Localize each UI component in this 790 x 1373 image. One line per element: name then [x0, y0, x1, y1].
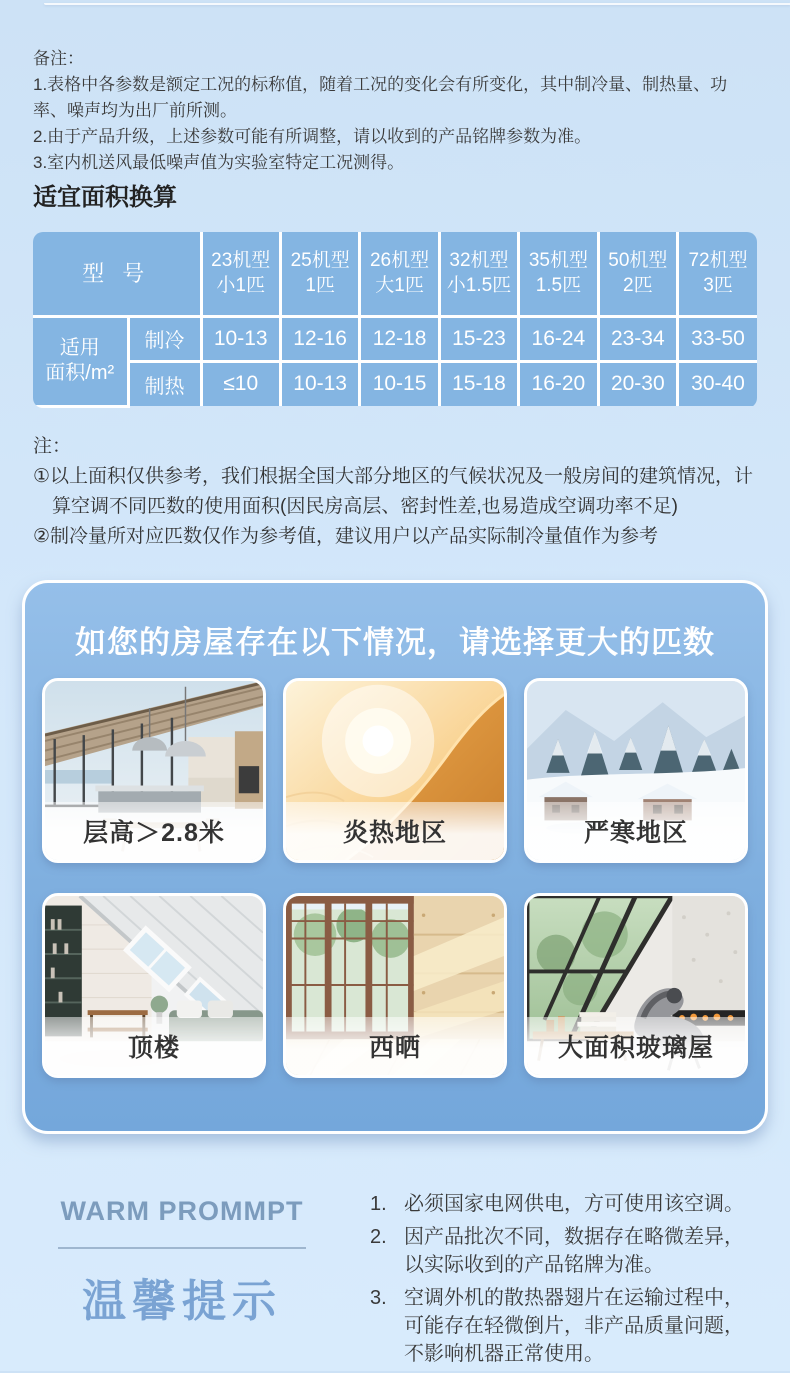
- warm-prompt-section: [0, 1190, 790, 1373]
- note-item-1: ①以上面积仅供参考，我们根据全国大部分地区的气候状况及一般房间的建筑情况，计算空调不同匹数的使用面积(因民房高层、密封性差,也易造成空调功率不足): [33, 465, 754, 517]
- heating-value: 30-40: [678, 361, 757, 406]
- model-col-35: 35机型 1.5匹: [519, 232, 598, 316]
- cooling-value: 15-23: [439, 316, 518, 361]
- item-number: 1.: [370, 1192, 387, 1215]
- model-header-cell: 型 号: [33, 232, 201, 316]
- model-col-50: 50机型 2匹: [598, 232, 677, 316]
- item-text: 空调外机的散热器翅片在运输过程中，可能存在轻微倒片，非产品质量问题，不影响机器正常使用。: [404, 1286, 744, 1365]
- heating-value: 20-30: [598, 361, 677, 406]
- warm-prompt-title-en: WARM PROMMPT: [60, 1195, 304, 1226]
- cooling-value: 16-24: [519, 316, 598, 361]
- big-card-title: 如您的房屋存在以下情况，请选择更大的匹数: [75, 624, 715, 660]
- item-text: 因产品批次不同，数据存在略微差异，以实际收到的产品铭牌为准。: [404, 1225, 744, 1276]
- model-col-26: 26机型 大1匹: [360, 232, 439, 316]
- model-col-72: 72机型 3匹: [678, 232, 757, 316]
- scenario-card-ceiling-height: [42, 678, 266, 863]
- scenario-card-west-sun: [283, 893, 507, 1078]
- cooling-value: 10-13: [201, 316, 280, 361]
- scenario-card-glass-house: [524, 893, 748, 1078]
- warm-prompt-divider: [58, 1247, 306, 1249]
- item-text: 必须国家电网供电，方可使用该空调。: [404, 1192, 744, 1215]
- item-number: 3.: [370, 1286, 387, 1309]
- previous-section-edge: [44, 3, 790, 5]
- choose-bigger-hp-card: [22, 580, 768, 1134]
- remarks-item-1: 1.表格中各参数是额定工况的标称值，随着工况的变化会有所变化，其中制冷量、制热量、功率、噪声均为出厂前所测。: [33, 75, 728, 120]
- item-number: 2.: [370, 1225, 387, 1248]
- cooling-value: 33-50: [678, 316, 757, 361]
- scenario-label: 西晒: [286, 1017, 504, 1075]
- warm-prompt-item-1: [370, 1190, 770, 1218]
- scenario-label: 大面积玻璃屋: [527, 1017, 745, 1075]
- note-title: 注：: [33, 435, 72, 457]
- note-item-2: ②制冷量所对应匹数仅作为参考值，建议用户以产品实际制冷量值作为参考: [33, 525, 659, 547]
- remarks-item-2: 2.由于产品升级，上述参数可能有所调整，请以收到的产品铭牌参数为准。: [33, 127, 592, 146]
- heating-value: ≤10: [201, 361, 280, 406]
- scenario-card-hot-region: [283, 678, 507, 863]
- remarks-title: 备注：: [33, 49, 84, 68]
- cooling-value: 12-16: [280, 316, 359, 361]
- suitable-area-group-cell: 适用 面积/m²: [33, 316, 128, 406]
- warm-prompt-item-2: [370, 1223, 770, 1279]
- model-col-23: 23机型 小1匹: [201, 232, 280, 316]
- area-conversion-title: 适宜面积换算: [33, 184, 177, 211]
- scenario-card-cold-region: [524, 678, 748, 863]
- warm-prompt-title-zh: 温馨提示: [82, 1276, 282, 1326]
- remarks-section: [0, 0, 790, 176]
- cooling-value: 12-18: [360, 316, 439, 361]
- model-col-25: 25机型 1匹: [280, 232, 359, 316]
- scenario-label: 顶楼: [45, 1017, 263, 1075]
- warm-prompt-heading: [46, 1190, 318, 1373]
- heating-value: 10-13: [280, 361, 359, 406]
- model-col-32: 32机型 小1.5匹: [439, 232, 518, 316]
- scenario-grid: [25, 678, 765, 1078]
- area-conversion-table: [33, 232, 757, 408]
- heating-value: 10-15: [360, 361, 439, 406]
- heating-value: 15-18: [439, 361, 518, 406]
- warm-prompt-item-3: [370, 1284, 770, 1368]
- note-section: [33, 432, 757, 552]
- cooling-row-label: 制冷: [128, 316, 201, 361]
- scenario-card-top-floor: [42, 893, 266, 1078]
- remarks-item-3: 3.室内机送风最低噪声值为实验室特定工况测得。: [33, 153, 405, 172]
- cooling-value: 23-34: [598, 316, 677, 361]
- scenario-label: 严寒地区: [527, 802, 745, 860]
- heating-value: 16-20: [519, 361, 598, 406]
- warm-prompt-list: [370, 1190, 770, 1373]
- scenario-label: 炎热地区: [286, 802, 504, 860]
- scenario-label: 层高＞2.8米: [45, 802, 263, 860]
- heating-row-label: 制热: [128, 361, 201, 406]
